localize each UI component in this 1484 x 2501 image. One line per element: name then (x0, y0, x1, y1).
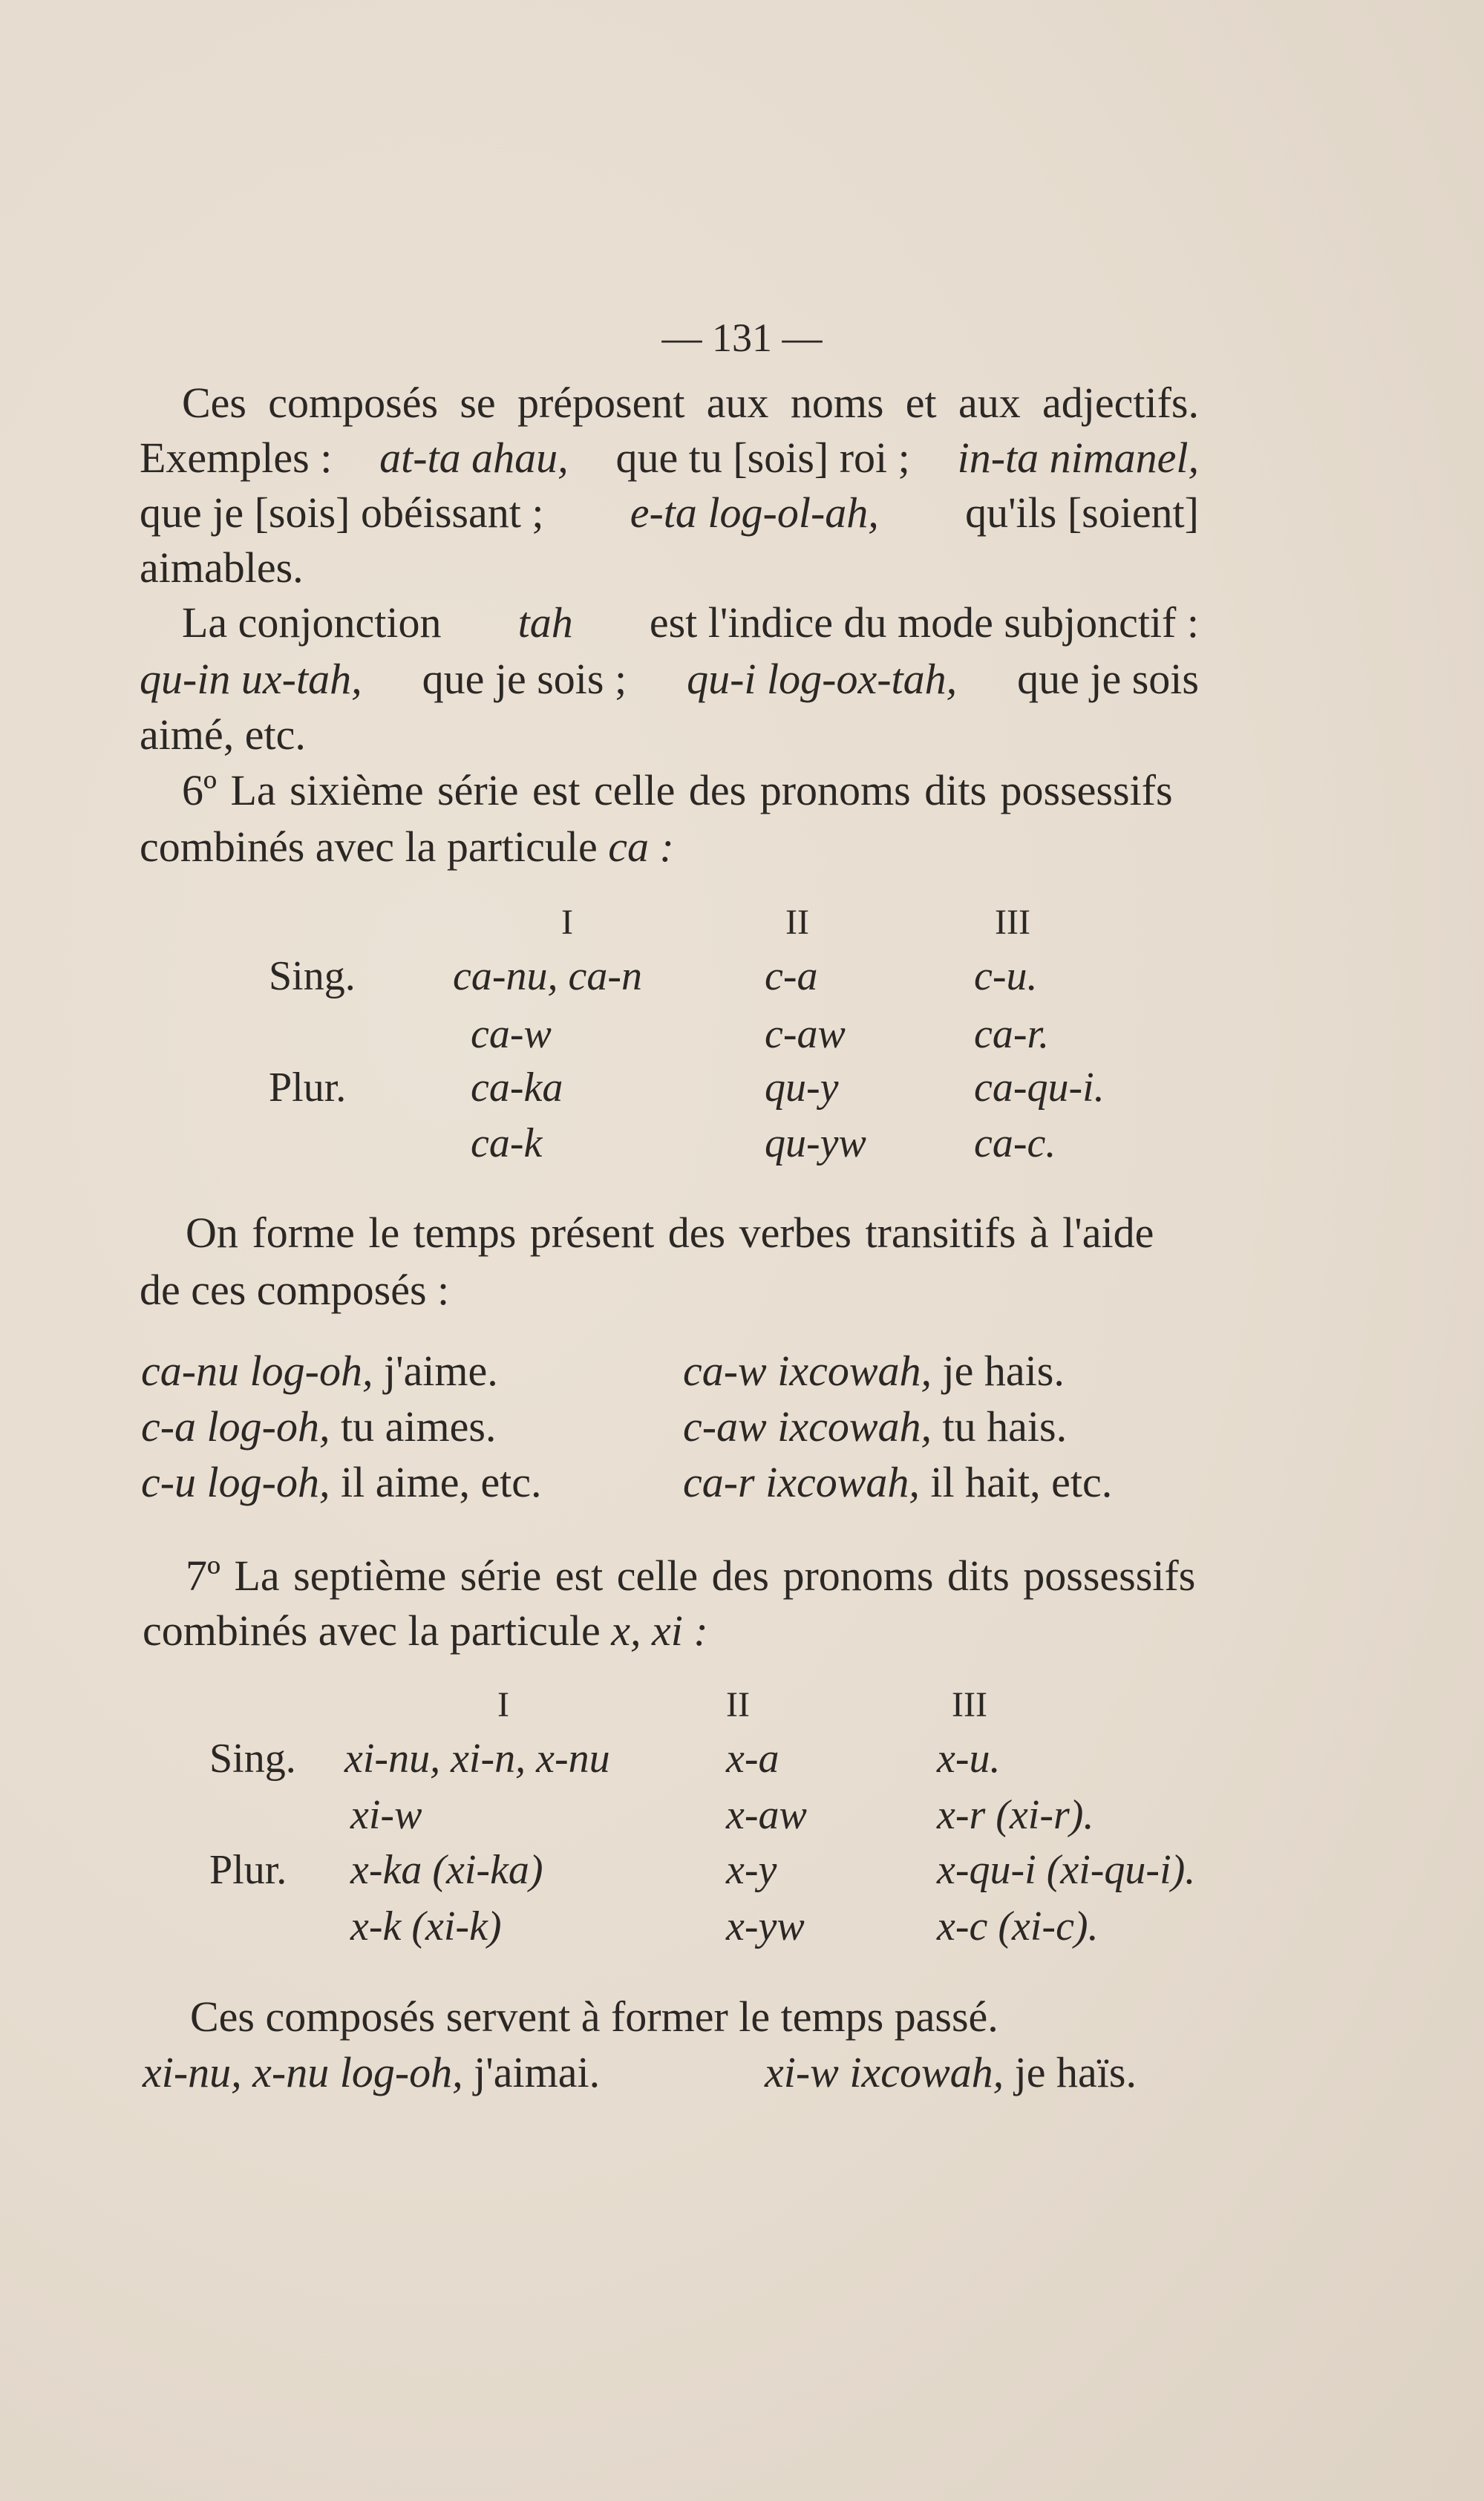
paragraph-1-line-1 (182, 377, 1199, 429)
paragraph-6-line-2-left (143, 2047, 600, 2099)
word: composés (268, 379, 439, 427)
table-cell: xi-nu, xi-n, x-nu (344, 1736, 610, 1782)
translation: j'aimai. (474, 2048, 601, 2096)
table-cell: ca-nu, ca-n (453, 953, 643, 999)
text: que je sois (1017, 655, 1199, 703)
translation: j'aime. (384, 1347, 498, 1395)
translation: tu aimes. (341, 1402, 497, 1451)
page-number: — 131 — (661, 316, 823, 360)
translation: il aime, etc. (341, 1458, 542, 1506)
paragraph-2-line-3: aimé, etc. (140, 710, 306, 759)
word: adjectifs. (1042, 379, 1199, 427)
table-cell: c-a (765, 953, 818, 999)
table-cell: x-r (xi-r). (937, 1792, 1094, 1838)
paragraph-4-line-2: de ces composés : (140, 1266, 450, 1314)
quiche-term: e-ta log-ol-ah, (630, 488, 879, 537)
word: aux (958, 379, 1021, 427)
quiche-term: xi-nu, x-nu log-oh, (143, 2048, 463, 2096)
table-cell: ca-c. (974, 1120, 1056, 1166)
table-cell: x-k (xi-k) (350, 1903, 502, 1949)
word: noms (790, 379, 884, 427)
quiche-term: ca-nu log-oh, (141, 1347, 373, 1395)
quiche-term: ca : (608, 823, 674, 871)
text: qu'ils [soient] (965, 488, 1199, 537)
translation: tu hais. (942, 1402, 1068, 1451)
table-cell: x-aw (726, 1792, 807, 1838)
example-left (141, 1345, 498, 1397)
paragraph-2-line-2 (140, 653, 1199, 705)
text: combinés avec la particule (140, 823, 598, 871)
paragraph-6-line-1: Ces composés servent à former le temps passé. (190, 1992, 998, 2041)
word: Ces (182, 379, 246, 427)
translation: il hait, etc. (930, 1458, 1113, 1506)
example-right (683, 1345, 1065, 1397)
paragraph-3-line-1: 6º La sixième série est celle des pronoms dits possessifs (182, 766, 1173, 814)
paragraph-1-line-4: aimables. (140, 543, 304, 592)
row-label: Sing. (209, 1736, 296, 1782)
word: et (905, 379, 937, 427)
table-cell: x-ka (xi-ka) (350, 1847, 543, 1893)
text: La conjonction (182, 598, 442, 647)
row-label: Plur. (209, 1847, 287, 1893)
table-cell: ca-qu-i. (974, 1065, 1105, 1111)
row-label: Sing. (269, 953, 356, 999)
table-cell: ca-w (471, 1011, 552, 1057)
quiche-term: c-a log-oh, (141, 1402, 330, 1451)
example-right (683, 1401, 1067, 1453)
quiche-term: at-ta ahau, (379, 434, 569, 482)
table-cell: x-y (726, 1847, 777, 1893)
quiche-term: ca-r ixcowah, (683, 1458, 920, 1506)
example-left (141, 1457, 542, 1508)
quiche-term: qu-i log-ox-tah, (687, 655, 958, 703)
quiche-term: c-aw ixcowah, (683, 1402, 932, 1451)
table-cell: c-aw (765, 1011, 846, 1057)
table-cell: qu-yw (765, 1120, 866, 1166)
word: préposent (517, 379, 685, 427)
text: que je [sois] obéissant ; (140, 488, 544, 537)
table-cell: x-yw (726, 1903, 805, 1949)
example-right (683, 1457, 1112, 1508)
column-header: II (785, 903, 809, 942)
paragraph-6-line-2-right (765, 2047, 1137, 2099)
column-header: III (995, 903, 1030, 942)
table-cell: x-c (xi-c). (937, 1903, 1099, 1949)
word: se (460, 379, 496, 427)
quiche-term: tah (517, 598, 573, 647)
table-cell: qu-y (765, 1065, 839, 1111)
translation: je hais. (942, 1347, 1065, 1395)
text: que tu [sois] roi ; (615, 434, 910, 482)
row-label: Plur. (269, 1065, 347, 1111)
column-header: I (561, 903, 573, 942)
text: que je sois ; (422, 655, 627, 703)
column-header: II (726, 1685, 750, 1724)
word: aux (706, 379, 769, 427)
paragraph-1-line-3 (140, 487, 1199, 539)
table-cell: ca-k (471, 1120, 543, 1166)
paragraph-3-line-2 (140, 821, 674, 873)
quiche-term: in-ta nimanel, (957, 434, 1199, 482)
translation: je haïs. (1014, 2048, 1137, 2096)
text: combinés avec la particule (143, 1606, 601, 1655)
quiche-term: x, xi : (611, 1606, 708, 1655)
table-cell: x-a (726, 1736, 779, 1782)
paragraph-5-line-1: 7º La septième série est celle des pronoms dits possessifs (186, 1552, 1196, 1600)
quiche-term: xi-w ixcowah, (765, 2048, 1004, 2096)
paragraph-4-line-1: On forme le temps présent des verbes transitifs à l'aide (186, 1209, 1154, 1257)
column-header: III (952, 1685, 987, 1724)
quiche-term: qu-in ux-tah, (140, 655, 362, 703)
quiche-term: ca-w ixcowah, (683, 1347, 932, 1395)
table-cell: ca-r. (974, 1011, 1050, 1057)
table-cell: ca-ka (471, 1065, 563, 1111)
table-cell: c-u. (974, 953, 1038, 999)
table-cell: x-qu-i (xi-qu-i). (937, 1847, 1196, 1893)
paragraph-2-line-1 (182, 597, 1199, 649)
example-left (141, 1401, 496, 1453)
paragraph-1-line-2 (140, 432, 1199, 484)
text: Exemples : (140, 434, 333, 482)
table-cell: x-u. (937, 1736, 1001, 1782)
text: est l'indice du mode subjonctif : (649, 598, 1199, 647)
paragraph-5-line-2 (143, 1605, 708, 1657)
table-cell: xi-w (350, 1792, 422, 1838)
column-header: I (497, 1685, 509, 1724)
quiche-term: c-u log-oh, (141, 1458, 330, 1506)
